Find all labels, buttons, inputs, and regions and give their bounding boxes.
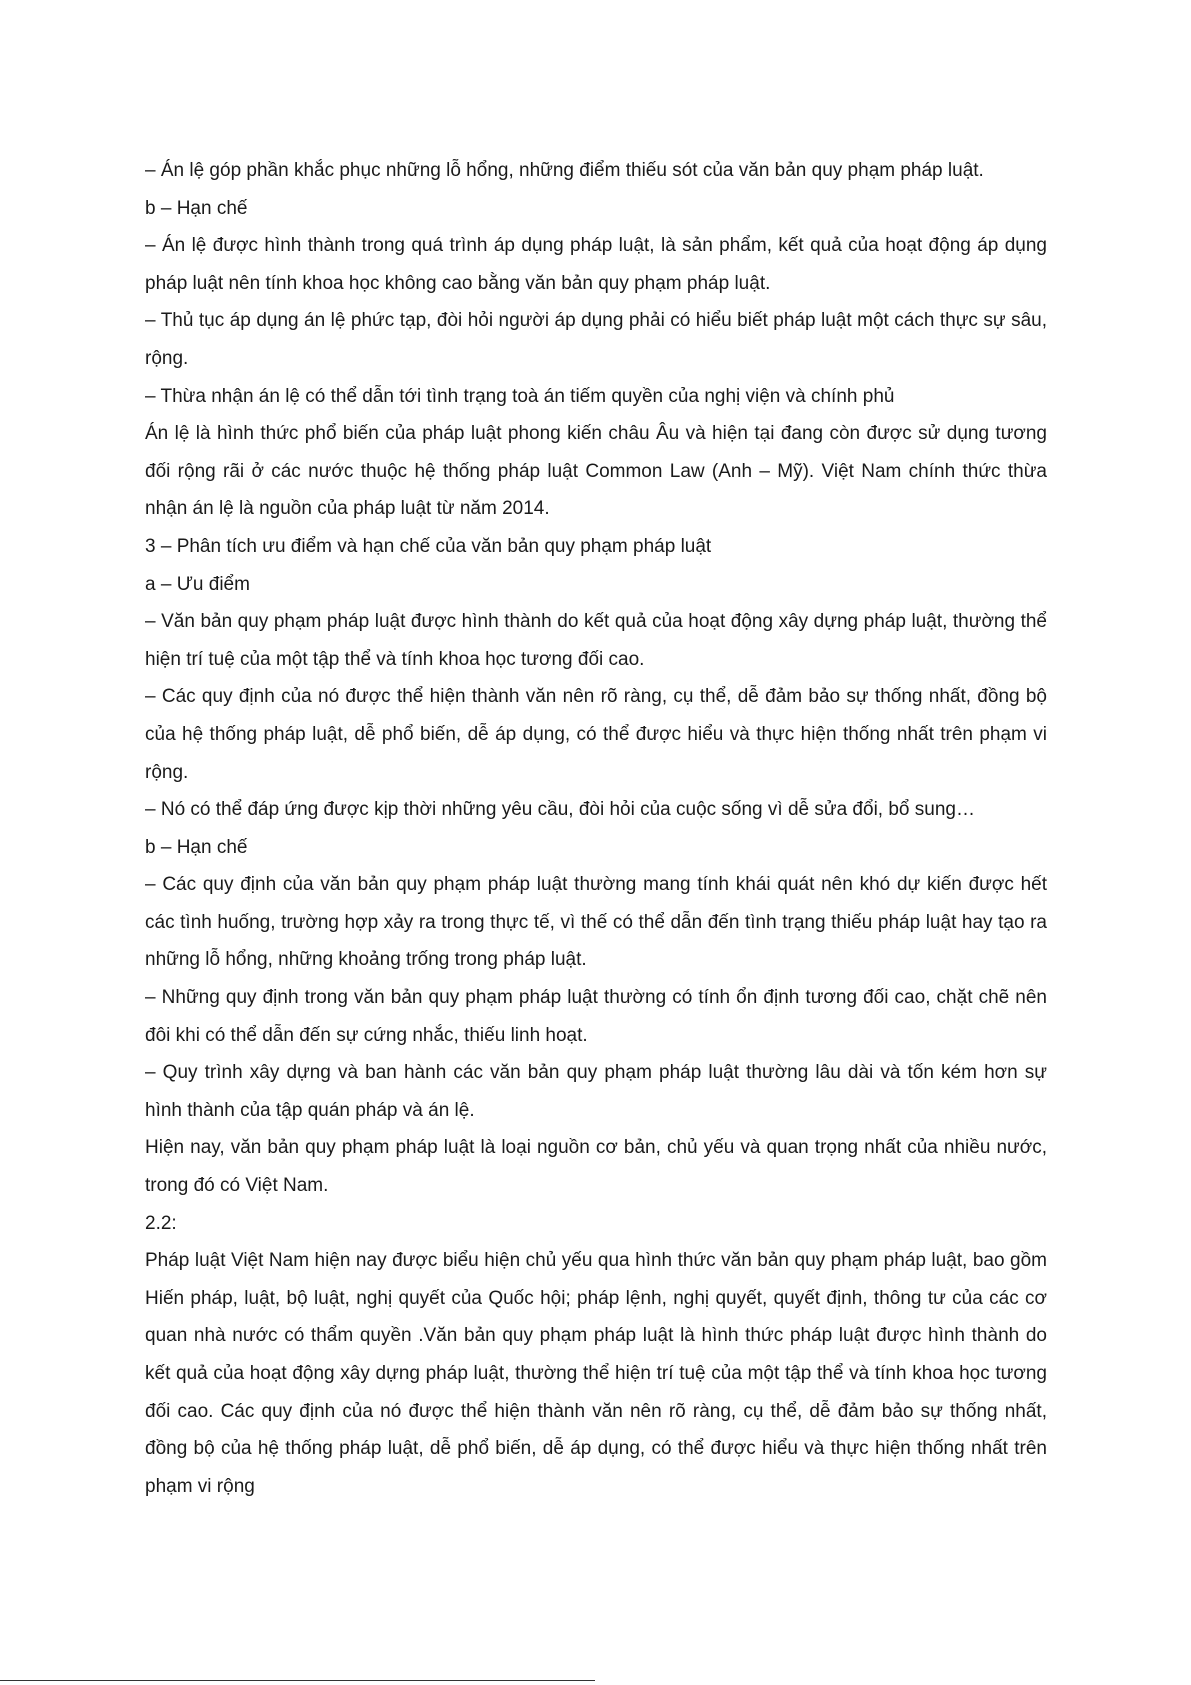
heading-section-3: 3 – Phân tích ưu điểm và hạn chế của văn bản quy phạm pháp luật [145, 535, 712, 557]
document-body [145, 152, 1047, 1505]
heading-section-2-2: 2.2: [145, 1212, 177, 1234]
bullet-advantage-collective: – Văn bản quy phạm pháp luật được hình thành do kết quả của hoạt động xây dựng pháp luật, thường thể hiện trí tuệ của một tập thể và tính khoa học tương đối cao. [145, 611, 1047, 670]
bullet-limitation-costly: – Quy trình xây dựng và ban hành các văn bản quy phạm pháp luật thường lâu dài và tốn kém hơn sự hình thành của tập quán pháp và án lệ. [145, 1062, 1047, 1121]
paragraph-legal-docs-summary: Hiện nay, văn bản quy phạm pháp luật là loại nguồn cơ bản, chủ yếu và quan trọng nhất của nhiều nước, trong đó có Việt Nam. [145, 1137, 1047, 1197]
heading-advantages: a – Ưu điểm [145, 573, 250, 595]
bullet-advantage-timely: – Nó có thể đáp ứng được kịp thời những yêu cầu, đòi hỏi của cuộc sống vì dễ sửa đổi, bổ sung… [145, 799, 975, 821]
bullet-limitation-usurpation: – Thừa nhận án lệ có thể dẫn tới tình trạng toà án tiếm quyền của nghị viện và chính phủ [145, 385, 895, 407]
footer-divider [0, 1680, 595, 1681]
bullet-limitation-scientific: – Án lệ được hình thành trong quá trình áp dụng pháp luật, là sản phẩm, kết quả của hoạt động áp dụng pháp luật nên tính khoa học không cao bằng văn bản quy phạm pháp luật. [145, 235, 1047, 294]
heading-limitations-precedent: b – Hạn chế [145, 197, 248, 219]
bullet-limitation-procedure: – Thủ tục áp dụng án lệ phức tạp, đòi hỏi người áp dụng phải có hiểu biết pháp luật một cách thực sự sâu, rộng. [145, 310, 1047, 369]
bullet-advantage-fill-gaps: – Án lệ góp phần khắc phục những lỗ hổng, những điểm thiếu sót của văn bản quy phạm pháp luật. [145, 160, 984, 181]
bullet-advantage-clarity: – Các quy định của nó được thể hiện thành văn nên rõ ràng, cụ thể, dễ đảm bảo sự thống nhất, đồng bộ của hệ thống pháp luật, dễ phổ biến, dễ áp dụng, có thể được hiểu và thực hiện thống nhất trên phạm vi rộng. [145, 686, 1047, 783]
bullet-limitation-rigid: – Những quy định trong văn bản quy phạm pháp luật thường có tính ổn định tương đối cao, chặt chẽ nên đôi khi có thể dẫn đến sự cứng nhắc, thiếu linh hoạt. [145, 987, 1047, 1046]
paragraph-precedent-summary: Án lệ là hình thức phổ biến của pháp luật phong kiến châu Âu và hiện tại đang còn được sử dụng tương đối rộng rãi ở các nước thuộc hệ thống pháp luật Common Law (Anh – Mỹ). Việt Nam chính thức thừa nhận án lệ là nguồn của pháp luật từ năm 2014. [145, 423, 1047, 520]
bullet-limitation-general: – Các quy định của văn bản quy phạm pháp luật thường mang tính khái quát nên khó dự kiến được hết các tình huống, trường hợp xảy ra trong thực tế, vì thế có thể dẫn đến tình trạng thiếu pháp luật hay tạo ra những lỗ hổng, những khoảng trống trong pháp luật. [145, 874, 1047, 971]
heading-limitations-legal-docs: b – Hạn chế [145, 836, 248, 858]
paragraph-vietnam-law: Pháp luật Việt Nam hiện nay được biểu hiện chủ yếu qua hình thức văn bản quy phạm pháp luật, bao gồm Hiến pháp, luật, bộ luật, nghị quyết của Quốc hội; pháp lệnh, nghị quyết, quyết định, thông tư của các cơ quan nhà nước có thẩm quyền .Văn bản quy phạm pháp luật là hình thức pháp luật được hình thành do kết quả của hoạt động xây dựng pháp luật, thường thể hiện trí tuệ của một tập thể và tính khoa học tương đối cao. Các quy định của nó được thể hiện thành văn nên rõ ràng, cụ thể, dễ đảm bảo sự thống nhất, đồng bộ của hệ thống pháp luật, dễ phổ biến, dễ áp dụng, có thể được hiểu và thực hiện thống nhất trên phạm vi rộng [145, 1250, 1047, 1497]
